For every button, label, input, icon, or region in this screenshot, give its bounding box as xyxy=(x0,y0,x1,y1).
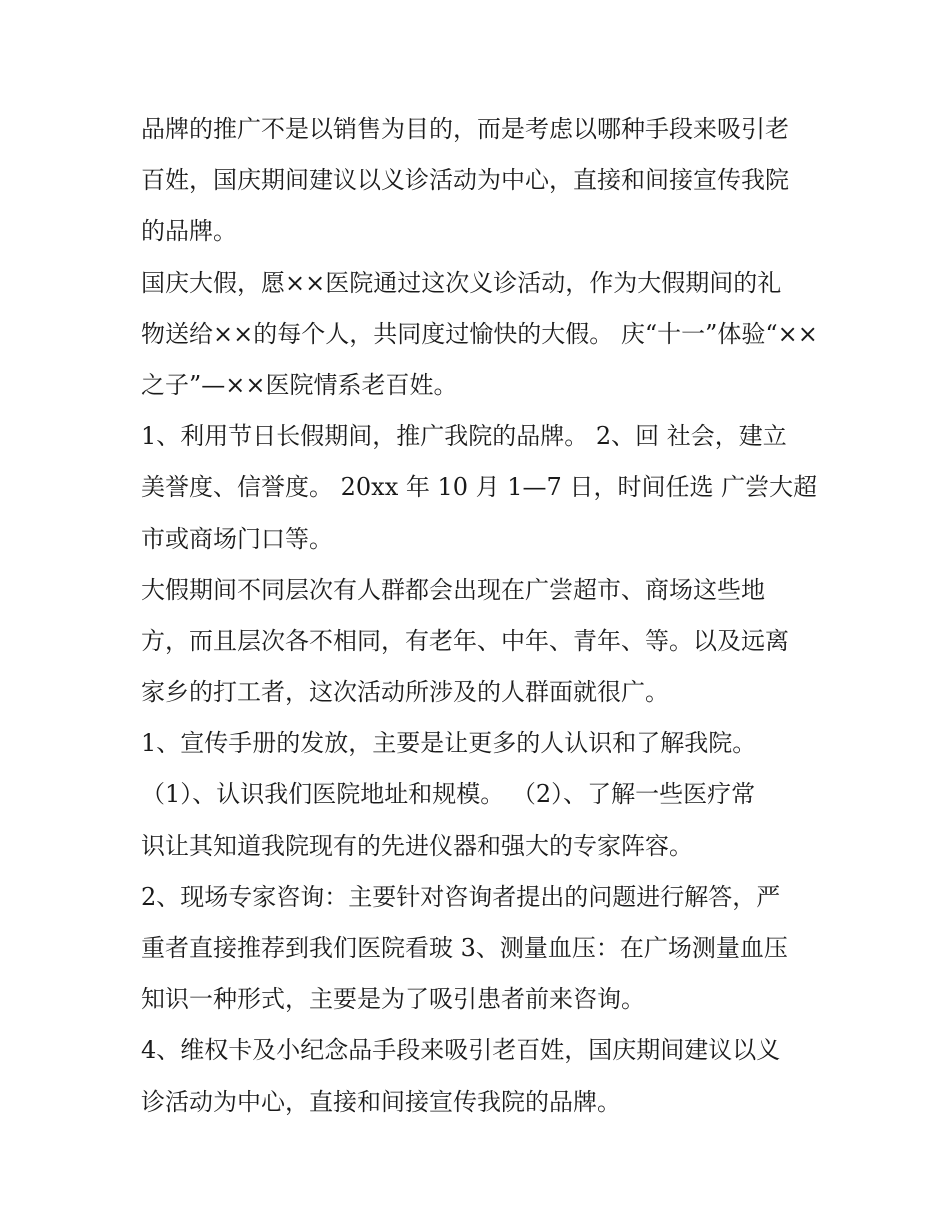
text-line-6: 之子”—××医院情系老百姓。 xyxy=(141,370,458,399)
text-line-16: 2、现场专家咨询：主要针对咨询者提出的问题进行解答，严 xyxy=(141,882,781,911)
text-line-10: 大假期间不同层次有人群都会出现在广尝超市、商场这些地 xyxy=(141,575,765,604)
text-line-17: 重者直接推荐到我们医院看玻 3、测量血压：在广场测量血压 xyxy=(141,934,788,962)
text-line-8: 美誉度、信誉度。 20xx 年 10 月 1—7 日，时间任选 广尝大超 xyxy=(141,473,818,502)
text-line-20: 诊活动为中心，直接和间接宣传我院的品牌。 xyxy=(141,1087,621,1116)
text-line-11: 方，而且层次各不相同，有老年、中年、青年、等。以及远离 xyxy=(141,626,789,655)
text-line-14: （1）、认识我们医院地址和规模。 （2）、了解一些医疗常 xyxy=(141,780,756,809)
text-line-2: 百姓，国庆期间建议以义诊活动为中心，直接和间接宣传我院 xyxy=(141,166,789,195)
text-line-15: 识让其知道我院现有的先进仪器和强大的专家阵容。 xyxy=(141,831,693,860)
document-body xyxy=(141,104,821,1128)
text-line-3: 的品牌。 xyxy=(141,217,237,246)
text-line-12: 家乡的打工者，这次活动所涉及的人群面就很广。 xyxy=(141,678,669,707)
text-line-5: 物送给××的每个人，共同度过愉快的大假。 庆“十一”体验“×× xyxy=(141,319,818,348)
text-line-4: 国庆大假，愿××医院通过这次义诊活动，作为大假期间的礼 xyxy=(141,268,782,297)
text-line-7: 1、利用节日长假期间，推广我院的品牌。 2、回 社会，建立 xyxy=(141,422,787,451)
text-line-1: 品牌的推广不是以销售为目的，而是考虑以哪种手段来吸引老 xyxy=(141,115,789,143)
text-line-13: 1、宣传手册的发放，主要是让更多的人认识和了解我院。 xyxy=(141,729,757,758)
text-line-9: 市或商场门口等。 xyxy=(141,524,333,553)
text-line-18: 知识一种形式，主要是为了吸引患者前来咨询。 xyxy=(141,985,645,1014)
text-line-19: 4、维权卡及小纪念品手段来吸引老百姓，国庆期间建议以义 xyxy=(141,1036,781,1065)
